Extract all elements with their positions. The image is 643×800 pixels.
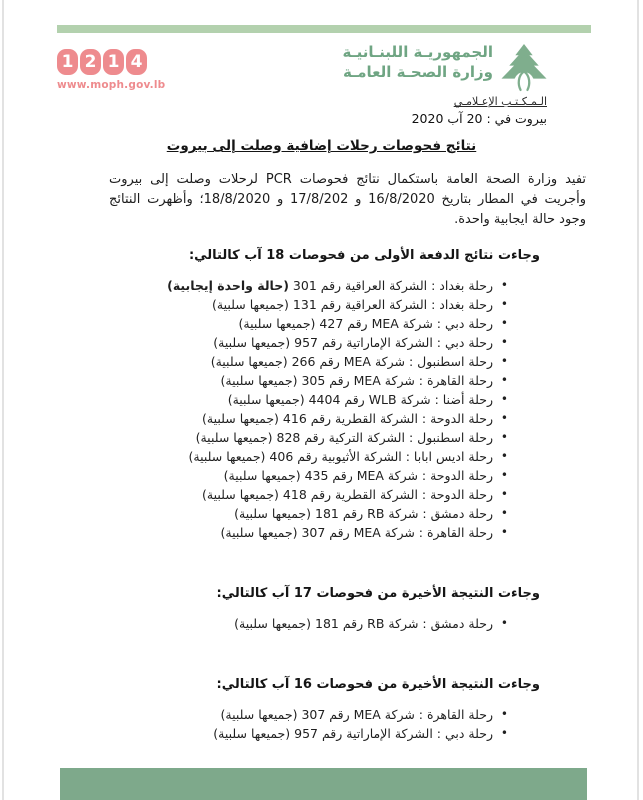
flight-result: (جميعها سلبية) — [213, 335, 291, 350]
flight-list — [57, 614, 586, 633]
document-title: نتائج فحوصات رحلات إضافية وصلت إلى بيروت — [166, 138, 477, 154]
flight-item — [57, 428, 508, 447]
flight-result: (جميعها سلبية) — [238, 316, 316, 331]
flight-name: رحلة دمشق : شركة RB رقم 181 — [311, 506, 493, 521]
document-body — [57, 138, 586, 743]
result-section — [57, 248, 586, 542]
scan-edge-right — [637, 0, 639, 800]
flight-item — [57, 276, 508, 295]
flight-name: رحلة الدوحة : الشركة القطرية رقم 416 — [278, 411, 493, 426]
scan-edge-left — [2, 0, 4, 800]
flight-item — [57, 352, 508, 371]
flight-result: (حالة واحدة إيجابية) — [167, 278, 289, 293]
result-section — [57, 677, 586, 743]
flight-result: (جميعها سلبية) — [220, 373, 298, 388]
flight-name: رحلة بغداد : الشركة العراقية رقم 131 — [288, 297, 493, 312]
flight-item — [57, 314, 508, 333]
flight-item — [57, 447, 508, 466]
flight-result: (جميعها سلبية) — [188, 449, 266, 464]
flight-result: (جميعها سلبية) — [202, 411, 279, 426]
hotline-digit: 2 — [80, 49, 101, 75]
cedar-tree-icon — [498, 42, 550, 98]
results-sections — [57, 248, 586, 743]
flight-name: رحلة الدوحة : الشركة القطرية رقم 418 — [278, 487, 493, 502]
flight-result: (جميعها سلبية) — [234, 616, 312, 631]
flight-result: (جميعها سلبية) — [213, 726, 291, 741]
flight-name: رحلة دبي : الشركة الإماراتية رقم 957 — [290, 335, 493, 350]
moph-website-text: www.moph.gov.lb — [57, 79, 166, 91]
flight-result: (جميعها سلبية) — [210, 354, 288, 369]
flight-list — [57, 276, 586, 542]
section-heading: وجاءت نتائج الدفعة الأولى من فحوصات 18 آب كالتالي: — [188, 248, 540, 263]
flight-list — [57, 705, 586, 743]
flight-result: (جميعها سلبية) — [202, 487, 279, 502]
flight-result: (جميعها سلبية) — [227, 392, 305, 407]
flight-name: رحلة القاهرة : شركة MEA رقم 307 — [297, 707, 493, 722]
flight-result: (جميعها سلبية) — [220, 707, 298, 722]
dateline: بيروت في : 20 آب 2020 — [411, 111, 547, 126]
flight-name: رحلة اسطنبول : الشركة التركية رقم 828 — [272, 430, 493, 445]
hotline-digit: 4 — [126, 49, 147, 75]
hotline-number — [57, 49, 177, 75]
moph-hotline-logo — [57, 49, 177, 91]
intro-paragraph: تفيد وزارة الصحة العامة باستكمال نتائج فحوصات PCR لرحلات وصلت إلى بيروت وأجريت في المطار بتاريخ 16/8/2020 و 17/8/202 و 18/8/2020؛ وأظهرت النتائج وجود حالة ايجابية واحدة. — [109, 172, 587, 227]
flight-name: رحلة اديس ابابا : الشركة الأثيوبية رقم 406 — [265, 449, 493, 464]
flight-item — [57, 523, 508, 542]
flight-name: رحلة أضنا : شركة WLB رقم 4404 — [304, 392, 493, 407]
flight-result: (جميعها سلبية) — [220, 525, 298, 540]
flight-name: رحلة القاهرة : شركة MEA رقم 307 — [297, 525, 493, 540]
flight-name: رحلة دمشق : شركة RB رقم 181 — [311, 616, 493, 631]
hotline-digit: 1 — [57, 49, 78, 75]
section-heading: وجاءت النتيجة الأخيرة من فحوصات 16 آب كالتالي: — [216, 677, 540, 692]
footer-green-bar — [60, 768, 587, 800]
flight-item — [57, 466, 508, 485]
result-section — [57, 586, 586, 633]
flight-item — [57, 724, 508, 743]
flight-item — [57, 371, 508, 390]
flight-result: (جميعها سلبية) — [234, 506, 312, 521]
flight-name: رحلة القاهرة : شركة MEA رقم 305 — [297, 373, 493, 388]
flight-result: (جميعها سلبية) — [195, 430, 273, 445]
republic-name: الجمهوريـة اللبنـانيـة — [342, 43, 493, 61]
flight-name: رحلة دبي : شركة MEA رقم 427 — [315, 316, 493, 331]
flight-item — [57, 485, 508, 504]
flight-item — [57, 614, 508, 633]
flight-name: رحلة دبي : الشركة الإماراتية رقم 957 — [290, 726, 493, 741]
flight-item — [57, 504, 508, 523]
header-green-bar — [57, 25, 591, 33]
flight-name: رحلة اسطنبول : شركة MEA رقم 266 — [287, 354, 493, 369]
flight-item — [57, 295, 508, 314]
flight-item — [57, 333, 508, 352]
flight-item — [57, 705, 508, 724]
hotline-digit: 1 — [103, 49, 124, 75]
section-heading: وجاءت النتيجة الأخيرة من فحوصات 17 آب كالتالي: — [216, 586, 540, 601]
flight-item — [57, 409, 508, 428]
flight-name: رحلة بغداد : الشركة العراقية رقم 301 — [288, 278, 493, 293]
flight-item — [57, 390, 508, 409]
ministry-title: وزارة الصحـة العامـة — [342, 63, 493, 81]
flight-name: رحلة الدوحة : شركة MEA رقم 435 — [300, 468, 493, 483]
media-office-label: الـمـكـتـب الإعـلامـي — [453, 95, 547, 108]
flight-result: (جميعها سلبية) — [212, 297, 289, 312]
ministry-header — [342, 42, 550, 98]
ministry-name — [342, 42, 493, 82]
flight-result: (جميعها سلبية) — [223, 468, 301, 483]
